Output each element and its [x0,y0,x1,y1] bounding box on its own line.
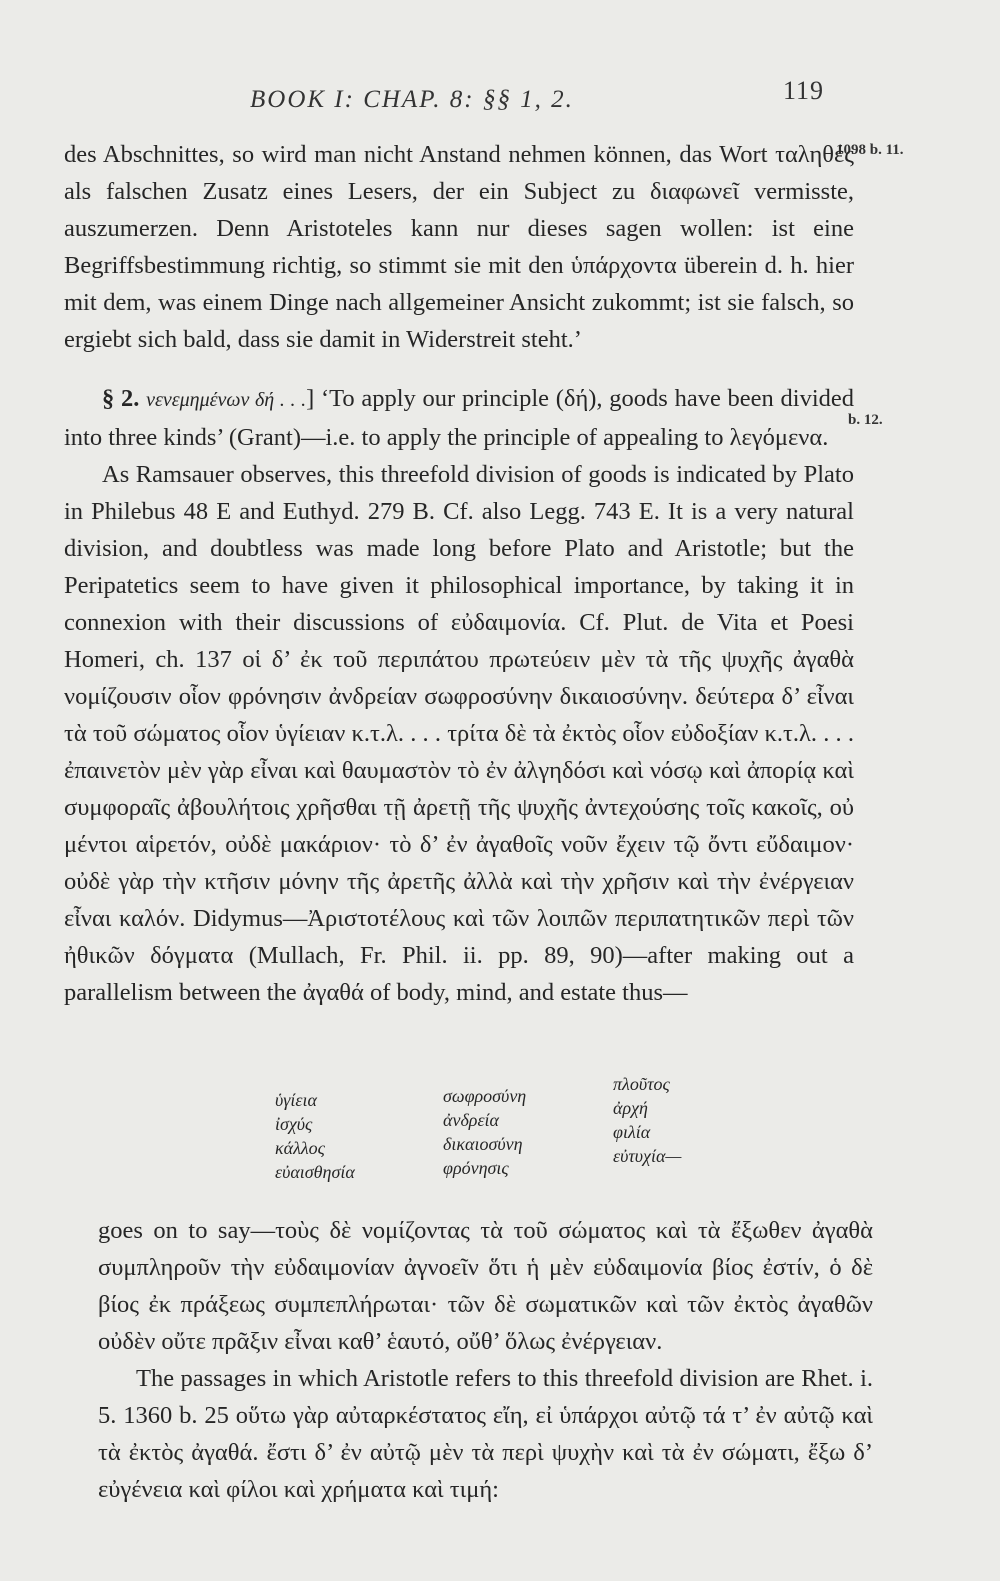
goods-of-body-column [275,1088,355,1184]
table-cell: ἀνδρεία [443,1110,499,1130]
table-cell: ἀρχή [613,1098,648,1118]
table-cell: εὐτυχία— [613,1146,682,1166]
paragraph: des Abschnittes, so wird man nicht Anstand nehmen können, das Wort ταληθές als falschen Zusatz eines Lesers, der ein Subject zu διαφωνεῖ vermisste, auszumerzen. Denn Aristoteles kann nur dieses sagen wollen: ist eine Begriffsbestimmung richtig, so stimmt sie mit den ὑπάρχοντα überein d. h. hier mit dem, was einem Dinge nach allgemeiner Ansicht zukommt; ist sie falsch, so ergiebt sich bald, dass sie damit in Widerstreit steht.’ [64,141,854,353]
paragraph-text: ] ‘To apply our principle (δή), goods have been divided into three kinds’ (Grant)—i.e. to apply the principle of appealing to λεγόμενα. [64,385,855,451]
paragraph: The passages in which Aristotle refers to this threefold division are Rhet. i. 5. 1360 b. 25 οὕτω γὰρ αὐταρκέστατος εἴη, εἰ ὑπάρχοι αὐτῷ τά τ’ ἐν αὐτῷ καὶ τὰ ἐκτὸς ἀγαθά. ἔστι δ’ ἐν αὐτῷ μὲν τὰ περὶ ψυχὴν καὶ τὰ ἐν σώματι, ἔξω δ’ εὐγένεια καὶ φίλοι καὶ χρήματα καὶ τιμή: [98,1365,873,1503]
goods-table [275,1074,795,1198]
margin-reference: 1098 b. 11. [836,142,904,158]
goods-of-estate-column [613,1072,681,1168]
margin-reference: b. 12. [848,412,883,428]
main-text [64,136,854,1011]
paragraph [64,380,854,456]
running-head: BOOK I: CHAP. 8: §§ 1, 2. [250,86,574,113]
table-cell: φρόνησις [443,1158,509,1178]
section-number: § 2. [102,385,140,412]
lemma: νενεμημένων δή . . . [146,389,307,411]
table-cell: κάλλος [275,1138,325,1158]
table-cell: πλοῦτος [613,1074,670,1094]
goods-of-mind-column [443,1084,526,1180]
table-cell: σωφροσύνη [443,1086,527,1106]
table-cell: δικαιοσύνη [443,1134,523,1154]
paragraph: goes on to say—τοὺς δὲ νομίζοντας τὰ τοῦ σώματος καὶ τὰ ἔξωθεν ἀγαθὰ συμπληροῦν τὴν εὐδαιμονίαν ἀγνοεῖν ὅτι ἡ μὲν εὐδαιμονία βίος ἐστίν, ὁ δὲ βίος ἐκ πράξεως συμπεπλήρωται· τῶν δὲ σωματικῶν καὶ τῶν ἐκτὸς ἀγαθῶν οὐδὲν οὔτε πρᾶξιν εἶναι καθ’ ἑαυτό, οὔθ’ ὅλως ἐνέργειαν. [98,1217,873,1355]
table-cell: εὐαισθησία [275,1162,355,1182]
table-cell: ἰσχύς [275,1114,313,1134]
table-cell: ὑγίεια [275,1090,317,1110]
main-text-continued [98,1212,873,1508]
paragraph: As Ramsauer observes, this threefold division of goods is indicated by Plato in Philebus 48 E and Euthyd. 279 B. Cf. also Legg. 743 E. It is a very natural division, and doubtless was made long before Plato and Aristotle; but the Peripatetics seem to have given it philosophical importance, by taking it in connexion with their discussions of εὐδαιμονία. Cf. Plut. de Vita et Poesi Homeri, ch. 137 οἱ δ’ ἐκ τοῦ περιπάτου πρωτεύειν μὲν τὰ τῆς ψυχῆς ἀγαθὰ νομίζουσιν οἷον φρόνησιν ἀνδρείαν σωφροσύνην δικαιοσύνην. δεύτερα δ’ εἶναι τὰ τοῦ σώματος οἷον ὑγίειαν κ.τ.λ. . . . τρίτα δὲ τὰ ἐκτὸς οἷον εὐδοξίαν κ.τ.λ. . . . ἐπαινετὸν μὲν γὰρ εἶναι καὶ θαυμαστὸν τὸ ἐν ἀλγηδόσι καὶ νόσῳ καὶ ἀπορίᾳ καὶ συμφοραῖς ἀβουλήτοις χρῆσθαι τῇ ἀρετῇ τῆς ψυχῆς ἀντεχούσης τοῖς κακοῖς, οὐ μέντοι αἱρετόν, οὐδὲ μακάριον· τὸ δ’ ἐν ἀγαθοῖς νοῦν ἔχειν τῷ ὄντι εὔδαιμον· οὐδὲ γὰρ τὴν κτῆσιν μόνην τῆς ἀρετῆς ἀλλὰ καὶ τὴν χρῆσιν καὶ τὴν ἐνέργειαν εἶναι καλόν. Didymus—Ἀριστοτέλους καὶ τῶν λοιπῶν περιπατητικῶν περὶ τῶν ἠθικῶν δόγματα (Mullach, Fr. Phil. ii. pp. 89, 90)—after making out a parallelism between the ἀγαθά of body, mind, and estate thus— [64,461,854,1006]
page-number: 119 [783,76,825,105]
table-cell: φιλία [613,1122,651,1142]
page-header [0,76,1000,116]
